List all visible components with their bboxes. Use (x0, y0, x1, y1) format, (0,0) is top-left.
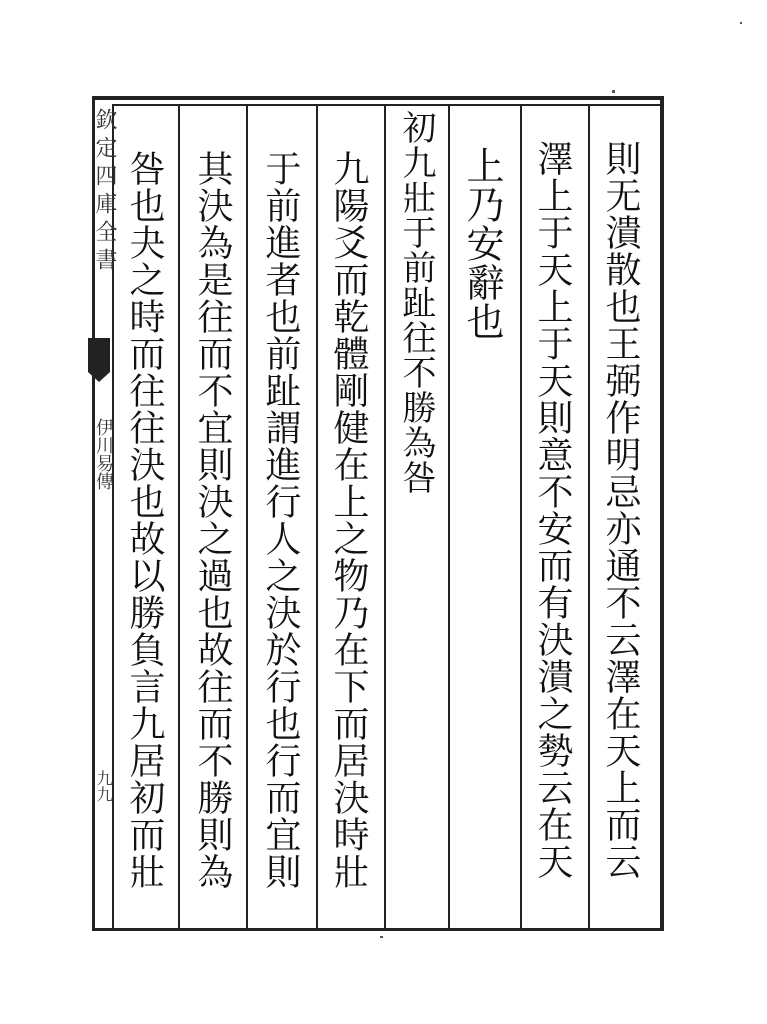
margin-page-number: 九九 (94, 770, 113, 802)
margin-volume-title: 伊川易傳 (93, 418, 114, 490)
frame-top-inner-border (112, 104, 664, 106)
frame-right-border (660, 96, 664, 931)
text-column-3: 上乃安辭也 (460, 146, 504, 341)
margin-book-title: 欽定四庫全書 (92, 108, 117, 276)
frame-bottom-border (92, 928, 664, 931)
text-column-2: 澤上于天上于天則意不安而有決潰之勢云在天 (532, 140, 573, 880)
column-divider (178, 106, 180, 928)
text-column-4: 初九壯于前趾往不勝為咎 (396, 110, 436, 495)
scan-noise-mark (380, 936, 383, 938)
text-column-6: 于前進者也前趾謂進行人之決於行也行而宜則 (260, 150, 301, 890)
scan-noise-mark (612, 90, 615, 93)
fish-tail-mark (88, 338, 110, 372)
frame-top-border (92, 96, 664, 100)
column-divider (520, 106, 522, 928)
column-divider (246, 106, 248, 928)
text-column-1: 則无潰散也王弼作明忌亦通不云澤在天上而云 (600, 140, 641, 880)
text-column-7: 其決為是往而不宜則決之過也故往而不勝則為 (192, 150, 233, 890)
column-divider (448, 106, 450, 928)
column-divider (384, 106, 386, 928)
column-divider (316, 106, 318, 928)
text-column-5: 九陽爻而乾體剛健在上之物乃在下而居決時壯 (328, 150, 369, 890)
column-divider (588, 106, 590, 928)
text-column-8: 咎也夬之時而往往決也故以勝負言九居初而壯 (124, 150, 165, 890)
scan-noise-mark (740, 22, 742, 24)
